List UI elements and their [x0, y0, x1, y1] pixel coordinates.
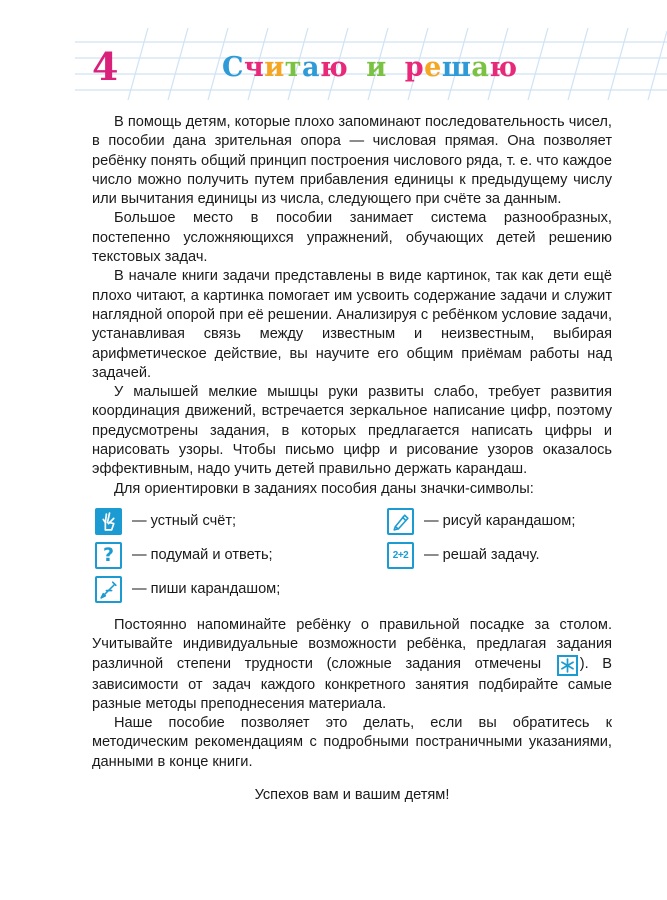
- title-letter: ч: [244, 52, 265, 83]
- page-title: [222, 54, 518, 81]
- paragraph-text: Постоянно напоминайте ребёнку о правильной посадке за столом. Учитывайте индивидуальные возможности ребёнка, предлагая задания различной степени трудности (сложные задания отмечены: [92, 616, 612, 672]
- paragraph: Наше пособие позволяет это делать, если вы обратитесь к методическим рекомендациям с подробными постраничными указаниями, данными в конце книги.: [92, 715, 612, 770]
- paragraph: В начале книги задачи представлены в виде картинок, так как дети ещё плохо читают, а картинка помогает им усвоить содержание задачи и служит наглядной опорой при её решении. Анализируя с ребёнком условие задачи, устанавливая связь между известным и неизвестным, выбирая арифметическое действие, вы научите его общим приёмам работы над задачей.: [92, 268, 612, 381]
- draw-pencil-icon: [387, 508, 414, 535]
- paragraph-text: ). В зависимости от задач каждого конкретного занятия подбирайте самые разные методы преподнесения материала.: [92, 655, 612, 712]
- snowflake-difficulty-icon: [557, 655, 578, 676]
- legend-draw-pencil: [387, 508, 575, 535]
- title-letter: и: [366, 52, 387, 83]
- title-letter: [387, 54, 405, 81]
- legend-solve-problem: [387, 542, 540, 569]
- legend-think-answer: [95, 542, 273, 569]
- title-letter: и: [264, 52, 285, 83]
- paragraph: У малышей мелкие мышцы руки развиты слабо, требует развития координация движений, встречается зеркальное написание цифр, поэтому предусмотрены задания, в которых предлагается написать цифры и нарисовать узоры. Чтобы письмо цифр и рисование узоров оказалось эффективным, надо учить детей правильно держать карандаш.: [92, 384, 612, 478]
- paragraph: [92, 616, 612, 714]
- question-icon: ?: [95, 542, 122, 569]
- hand-count-icon: [95, 508, 122, 535]
- title-letter: ю: [320, 52, 349, 83]
- legend-label: — подумай и ответь;: [132, 546, 273, 563]
- title-letter: т: [284, 52, 303, 83]
- paragraph: В помощь детям, которые плохо запоминают последовательность чисел, в пособии дана зрительная опора — числовая прямая. Она позволяет ребёнку понять общий принцип построения числового ряда, т. е. что каждое число можно получить путем прибавления единицы к предыдущему числу или вычитания единицы из числа, следующего при счёте за данным.: [92, 114, 612, 208]
- legend-label: — решай задачу.: [424, 546, 540, 563]
- title-letter: ш: [441, 52, 472, 83]
- title-letter: р: [404, 52, 425, 83]
- title-letter: а: [302, 52, 321, 83]
- page-number: 4: [92, 44, 119, 89]
- symbol-legend: [92, 508, 612, 604]
- legend-oral-count: [95, 508, 236, 535]
- legend-label: — пиши карандашом;: [132, 580, 281, 597]
- write-pencil-icon: [95, 576, 122, 603]
- closing-line: Успехов вам и вашим детям!: [254, 787, 450, 804]
- title-letter: ю: [489, 52, 518, 83]
- title-letter: [348, 54, 366, 81]
- page-header: [0, 0, 667, 115]
- paragraph: Для ориентировки в заданиях пособия даны значки-символы:: [114, 480, 534, 497]
- legend-label: — рисуй карандашом;: [424, 512, 576, 529]
- title-letter: С: [222, 52, 244, 83]
- body-text: [92, 113, 612, 805]
- title-letter: а: [471, 52, 490, 83]
- paragraph: Большое место в пособии занимает система разнообразных, постепенно усложняющихся упражнений, обучающих детей решению текстовых задач.: [92, 210, 612, 266]
- legend-label: — устный счёт;: [132, 512, 237, 529]
- title-letter: е: [424, 52, 442, 83]
- two-plus-two-icon: 2+2: [387, 542, 414, 569]
- legend-write-pencil: [95, 576, 280, 603]
